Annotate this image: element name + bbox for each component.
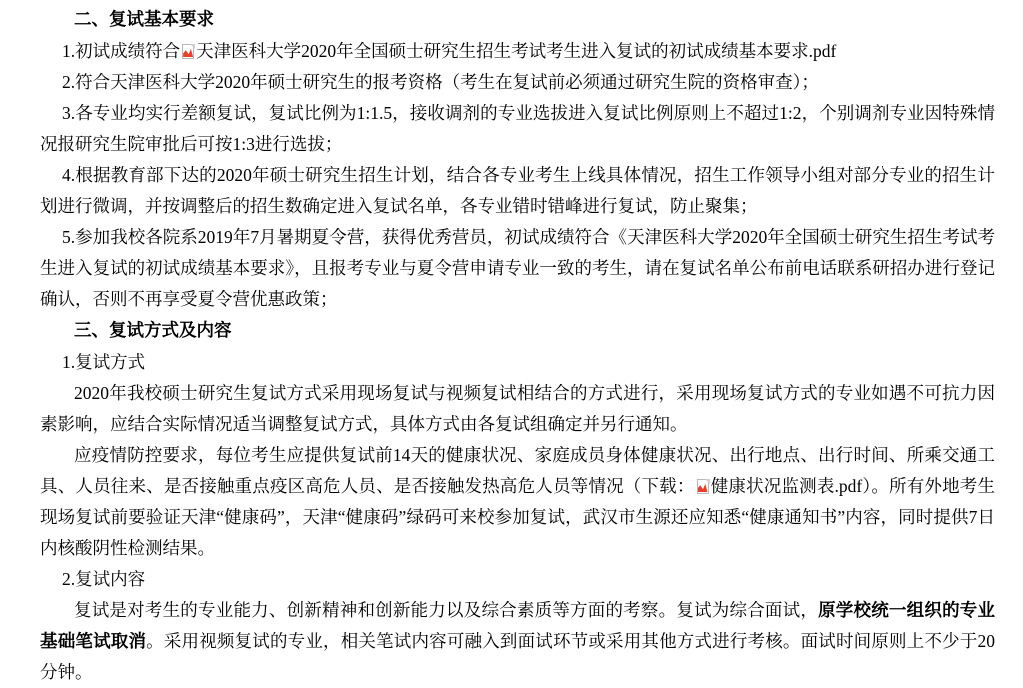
paragraph-epidemic-requirements	[40, 440, 995, 564]
section-heading-3: 三、复试方式及内容	[74, 320, 232, 340]
attachment-link-score-requirement[interactable]: 天津医科大学2020年全国硕士研究生招生考试考生进入复试的初试成绩基本要求.pdf	[196, 41, 837, 61]
paragraph-requirement-2: 2.符合天津医科大学2020年硕士研究生的报考资格（考生在复试前必须通过研究生院的资格审查）；	[62, 72, 819, 92]
subheading-interview-content: 2.复试内容	[62, 569, 146, 589]
paragraph-prefix: 1.初试成绩符合	[62, 41, 181, 61]
paragraph-requirement-4: 4.根据教育部下达的2020年硕士研究生招生计划，结合各专业考生上线具体情况，招生工作领导小组对部分专业的招生计划进行微调，并按调整后的招生数确定进入复试名单，各专业错时错峰进行复试，防止聚集；	[40, 165, 995, 216]
paragraph-interview-content-body	[40, 595, 995, 688]
section-heading-2: 二、复试基本要求	[74, 9, 214, 29]
paragraph-requirement-5: 5.参加我校各院系2019年7月暑期夏令营，获得优秀营员，初试成绩符合《天津医科大学2020年全国硕士研究生招生考试考生进入复试的初试成绩基本要求》，且报考专业与夏令营申请专业一致的考生，请在复试名单公布前电话联系研招办进行登记确认，否则不再享受夏令营优惠政策；	[40, 227, 995, 309]
pdf-file-icon	[182, 44, 195, 59]
attachment-link-health-form[interactable]: 健康状况监测表.pdf	[710, 476, 863, 496]
paragraph-requirement-3: 3.各专业均实行差额复试，复试比例为1:1.5，接收调剂的专业选拔进入复试比例原则上不超过1:2，个别调剂专业因特殊情况报研究生院审批后可按1:3进行选拔；	[40, 103, 995, 154]
subheading-interview-method: 1.复试方式	[62, 352, 146, 372]
paragraph-interview-method-body: 2020年我校硕士研究生复试方式采用现场复试与视频复试相结合的方式进行，采用现场复试方式的专业如遇不可抗力因素影响，应结合实际情况适当调整复试方式，具体方式由各复试组确定并另行通知。	[40, 383, 995, 434]
paragraph-part-2: 。采用视频复试的专业，相关笔试内容可融入到面试环节或采用其他方式进行考核。面试时间原则上不少于20分钟。	[40, 631, 996, 682]
paragraph-text-after-attachment: ）。所有外地考生现场复试前要验证天津“健康码”，天津“健康码”绿码可来校参加复试，武汉市生源还应知悉“健康通知书”内容，同时提供7日内核酸阴性检测结果。	[40, 476, 996, 558]
paragraph-emphasis: 原学校统一组织的专业基础笔试取消	[40, 600, 996, 651]
pdf-file-icon	[697, 479, 710, 494]
paragraph-requirement-1	[40, 36, 995, 67]
paragraph-text-before-attachment: 应疫情防控要求，每位考生应提供复试前14天的健康状况、家庭成员身体健康状况、出行地点、出行时间、所乘交通工具、人员往来、是否接触重点疫区高危人员、是否接触发热高危人员等情况（下载：	[40, 445, 995, 496]
paragraph-part-1: 复试是对考生的专业能力、创新精神和创新能力以及综合素质等方面的考察。复试为综合面试，	[74, 600, 819, 620]
